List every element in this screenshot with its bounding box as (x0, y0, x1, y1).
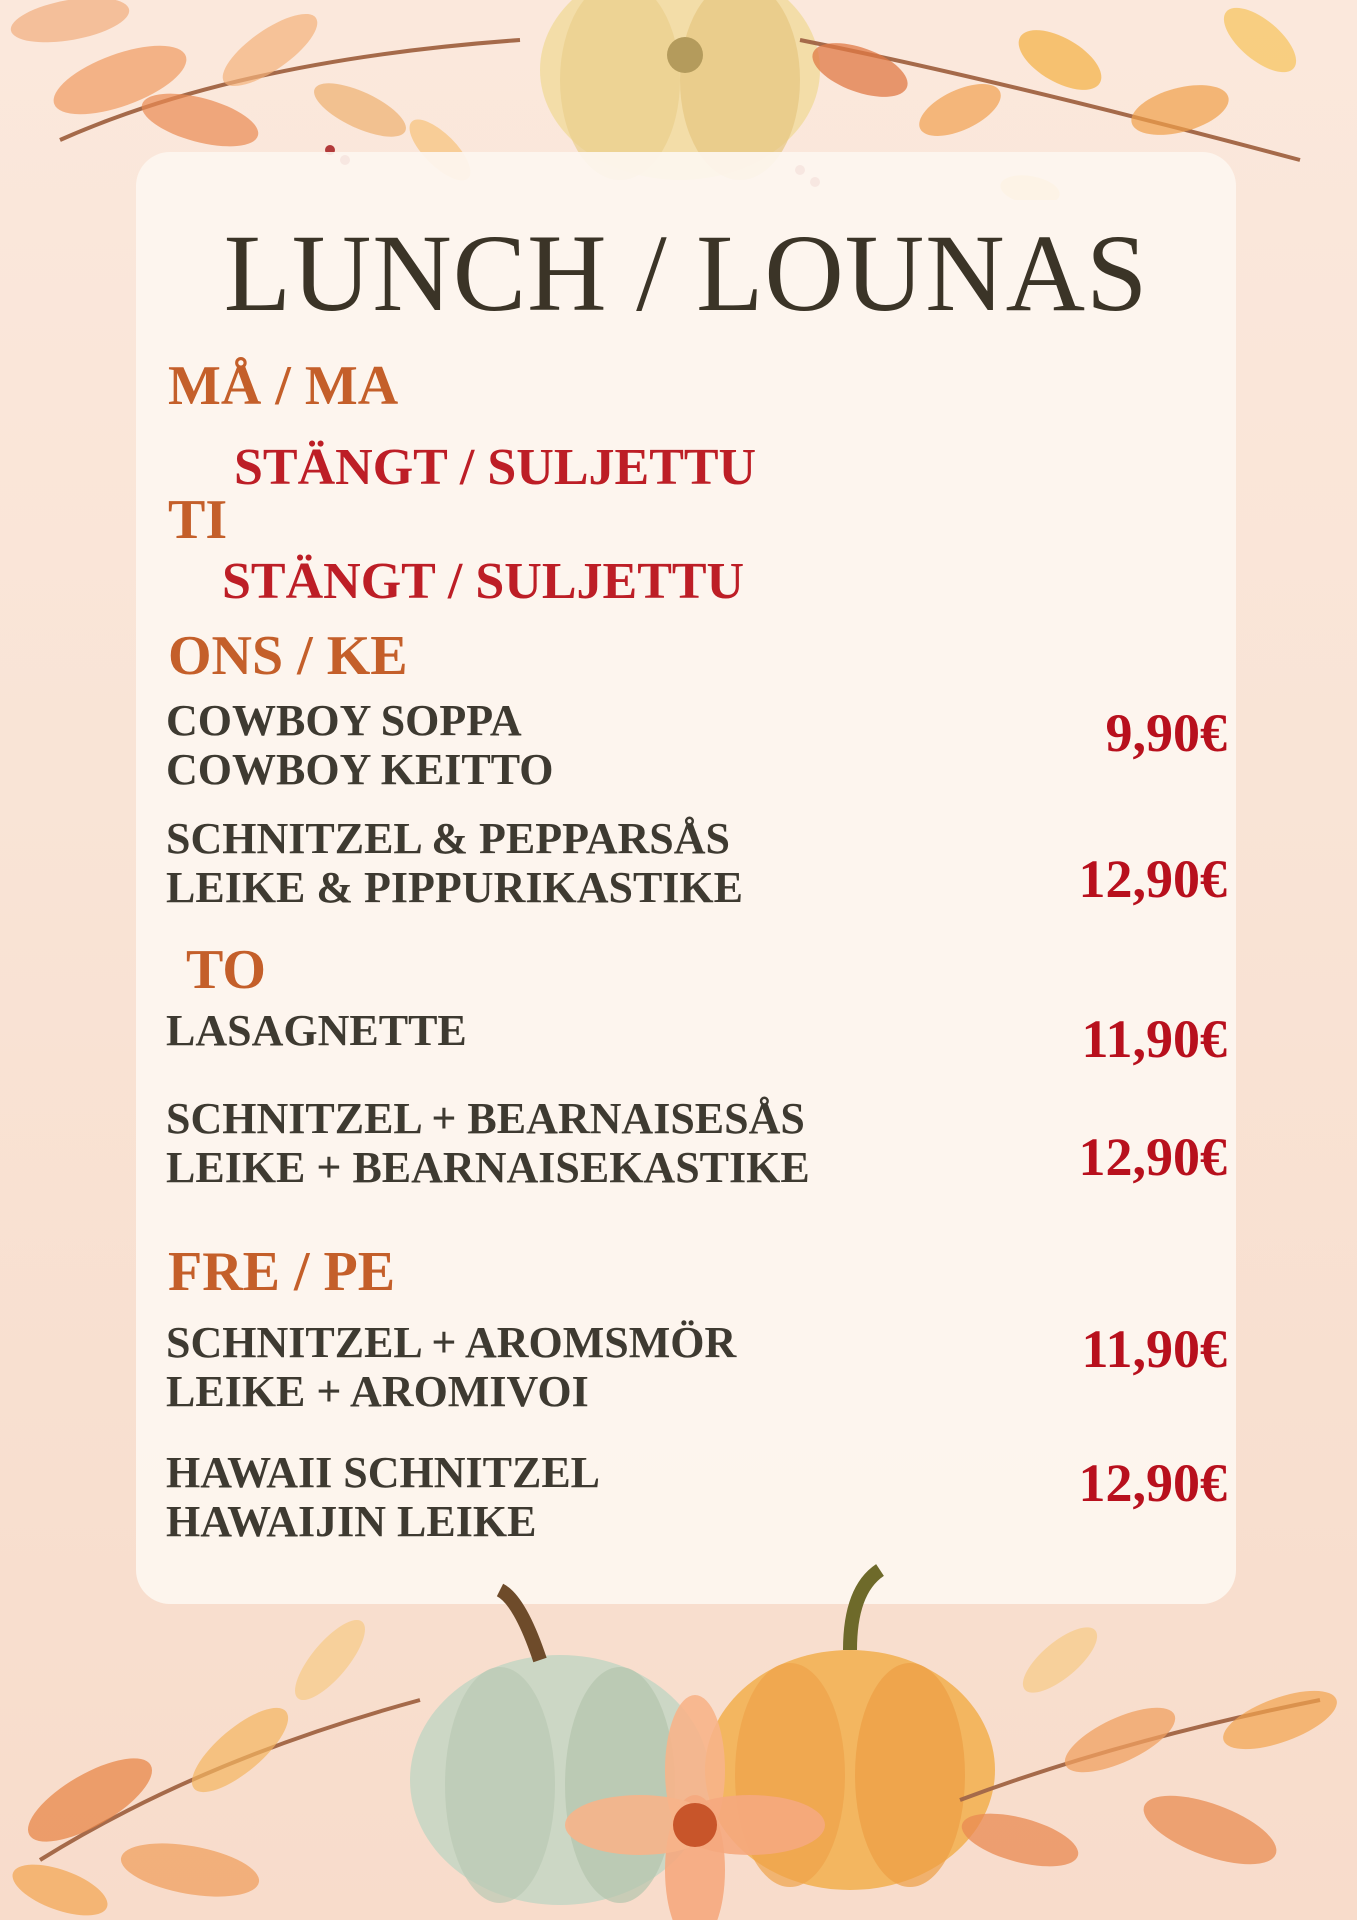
item-name-swedish: SCHNITZEL & PEPPARSÅS (166, 814, 730, 863)
day-heading-friday: FRE / PE (168, 1241, 396, 1303)
menu-item-friday-1 (166, 1318, 736, 1416)
menu-title: LUNCH / LOUNAS (223, 212, 1149, 334)
item-name-finnish: HAWAIJIN LEIKE (166, 1497, 537, 1546)
day-heading-wednesday: ONS / KE (168, 625, 408, 687)
item-name-swedish: HAWAII SCHNITZEL (166, 1448, 601, 1497)
item-price: 11,90€ (1081, 1319, 1227, 1379)
bottom-autumn-decoration (0, 1540, 1357, 1920)
menu-item-friday-2 (166, 1448, 600, 1546)
day-heading-monday: MÅ / MA (168, 355, 399, 417)
item-name-swedish: LASAGNETTE (166, 1006, 467, 1055)
item-price: 11,90€ (1081, 1009, 1227, 1069)
item-name-swedish: SCHNITZEL + AROMSMÖR (166, 1318, 737, 1367)
item-name-finnish: LEIKE & PIPPURIKASTIKE (166, 863, 743, 912)
green-pumpkin (410, 1590, 710, 1905)
menu-item-thursday-2 (166, 1094, 810, 1192)
item-price: 12,90€ (1078, 849, 1227, 909)
day-heading-tuesday: TI (168, 489, 228, 551)
menu-item-wednesday-2 (166, 814, 743, 912)
item-name-finnish: LEIKE + BEARNAISEKASTIKE (166, 1143, 810, 1192)
item-name-swedish: COWBOY SOPPA (166, 696, 522, 745)
item-price: 12,90€ (1078, 1127, 1227, 1187)
item-price: 9,90€ (1105, 703, 1227, 763)
menu-item-thursday-1 (166, 1006, 467, 1055)
item-name-finnish: COWBOY KEITTO (166, 745, 554, 794)
item-price: 12,90€ (1078, 1453, 1227, 1513)
item-name-finnish: LEIKE + AROMIVOI (166, 1367, 589, 1416)
closed-notice-monday: STÄNGT / SULJETTU (234, 439, 757, 496)
item-name-swedish: SCHNITZEL + BEARNAISESÅS (166, 1094, 805, 1143)
closed-notice-tuesday: STÄNGT / SULJETTU (222, 553, 745, 610)
menu-item-wednesday-1 (166, 696, 554, 794)
day-heading-thursday: TO (186, 939, 266, 1001)
leaf-branch-bottom-right (956, 1617, 1344, 1879)
leaf-branch-bottom-left (6, 1610, 420, 1920)
